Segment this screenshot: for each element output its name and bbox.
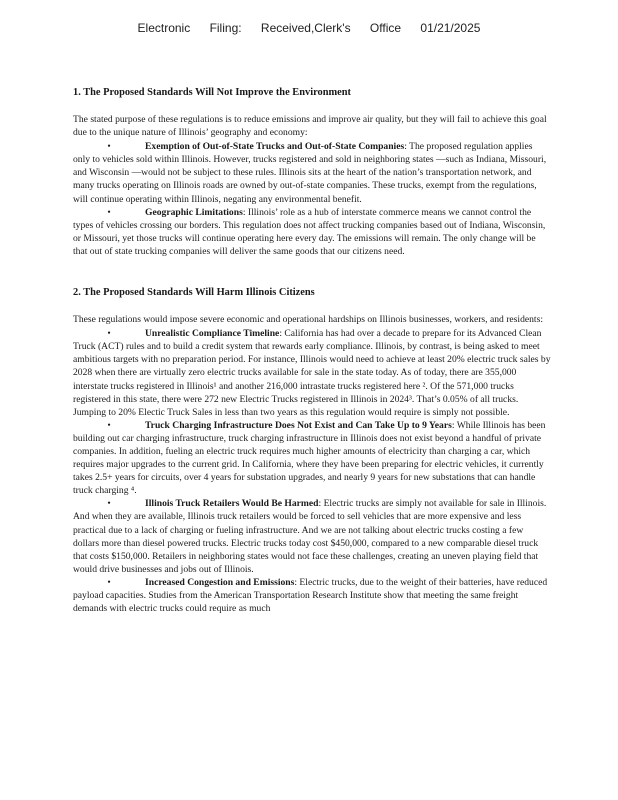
section-2: [73, 286, 551, 615]
bullet-icon: •: [107, 328, 111, 340]
header-date: 01/21/2025: [420, 21, 481, 35]
section-1-heading: 1. The Proposed Standards Will Not Improve the Environment: [73, 87, 351, 98]
bullet-icon: •: [107, 141, 111, 153]
item-text: : Electric trucks are simply not available for sale in Illinois. And when they are available, Illinois truck retailers would be forced to sell vehicles that are more expensive and less practical due to a lack of charging or fueling infrastructure. And we are not talking about electric trucks costing a few dollars more than diesel powered trucks. Electric trucks today cost $450,000, compared to a new comparable diesel truck that costs $150,000. Retailers in neighboring states would not face these challenges, creating an uneven playing field that would drive businesses and jobs out of Illinois.: [73, 498, 547, 575]
header-office: Office: [369, 21, 402, 35]
item-lead: Illinois Truck Retailers Would Be Harmed: [145, 498, 319, 510]
item-lead: Geographic Limitations: [145, 206, 243, 218]
bullet-icon: •: [107, 576, 111, 588]
section-2-heading: 2. The Proposed Standards Will Harm Illinois Citizens: [73, 287, 315, 299]
section-1-item: [73, 206, 551, 258]
filing-header: [0, 21, 618, 35]
bullet-icon: •: [107, 498, 111, 510]
item-text: : Electric trucks, due to the weight of their batteries, have reduced payload capacities. Studies from the American Transportation Research Institute show that meeting the same freight demands with electric trucks could require as much: [73, 576, 548, 615]
section-2-intro: These regulations would impose severe economic and operational hardships on Illinois businesses, workers, and residents:: [73, 314, 543, 326]
header-filing: Filing:: [209, 21, 242, 35]
bullet-icon: •: [107, 206, 111, 218]
item-lead: Unrealistic Compliance Timeline: [145, 328, 280, 340]
header-electronic: Electronic: [137, 21, 191, 35]
section-1-intro: The stated purpose of these regulations is to reduce emissions and improve air quality, but they will fail to achieve this goal due to the unique nature of Illinois’ geography and economy:: [73, 114, 547, 139]
item-lead: Exemption of Out-of-State Trucks and Out-of-State Companies: [145, 141, 405, 153]
section-2-item: [73, 576, 551, 615]
bullet-icon: •: [107, 419, 111, 431]
document-body: [73, 86, 551, 615]
header-received: Received,Clerk's: [260, 21, 351, 35]
item-text: : The proposed regulation applies only to vehicles sold within Illinois. However, trucks registered and sold in neighboring states —such as Indiana, Missouri, and Wisconsin —would not be subject to these rules. Illinois sits at the heart of the nation’s transportation network, and many trucks operating on Illinois roads are owned by out-of-state companies. These trucks, exempt from the regulations, will continue operating within Illinois, negating any environmental benefit.: [73, 141, 547, 205]
item-lead: Increased Congestion and Emissions: [145, 576, 295, 588]
section-2-item: [73, 419, 551, 498]
section-1-item: [73, 140, 551, 205]
item-text: : California has had over a decade to prepare for its Advanced Clean Truck (ACT) rules and to build a credit system that rewards early compliance. Illinois, by contrast, is being asked to meet ambitious targets with no preparation period. For instance, Illinois would need to achieve at least 20% electric truck sales by 2028 when there are virtually zero electric trucks available for sale in the state today. As of today, there are 355,000 interstate trucks registered in Illinois¹ and another 216,000 intrastate trucks registered here ². Of the 571,000 trucks registered in this state, there were 272 new Electric Trucks registered in Illinois in 2024³. That’s 0.05% of all trucks. Jumping to 20% Electic Truck Sales in less than two years as this regulation would require is simply not possible.: [73, 328, 551, 418]
section-2-item: [73, 497, 551, 576]
section-2-item: [73, 327, 551, 419]
item-lead: Truck Charging Infrastructure Does Not Exist and Can Take Up to 9 Years: [145, 419, 452, 431]
item-text: : Illinois’ role as a hub of interstate commerce means we cannot control the types of vehicles crossing our borders. This regulation does not affect trucking companies based out of Indiana, Wisconsin, or Missouri, yet those trucks will continue operating here every day. The emissions will remain. The only change will be that out of state trucking companies will deliver the same goods that our citizens need.: [73, 206, 546, 257]
item-text: : While Illinois has been building out car charging infrastructure, truck charging infrastructure in Illinois does not exist beyond a handful of private companies. In addition, fueling an electric truck requires much higher amounts of electricity than charging a car, which requires major upgrades to the current grid. In California, where they have been preparing for electric vehicles, it currently takes 2.5+ years for circuits, over 4 years for substation upgrades, and nearly 9 years for new substations that can handle truck charging ⁴.: [73, 419, 546, 497]
